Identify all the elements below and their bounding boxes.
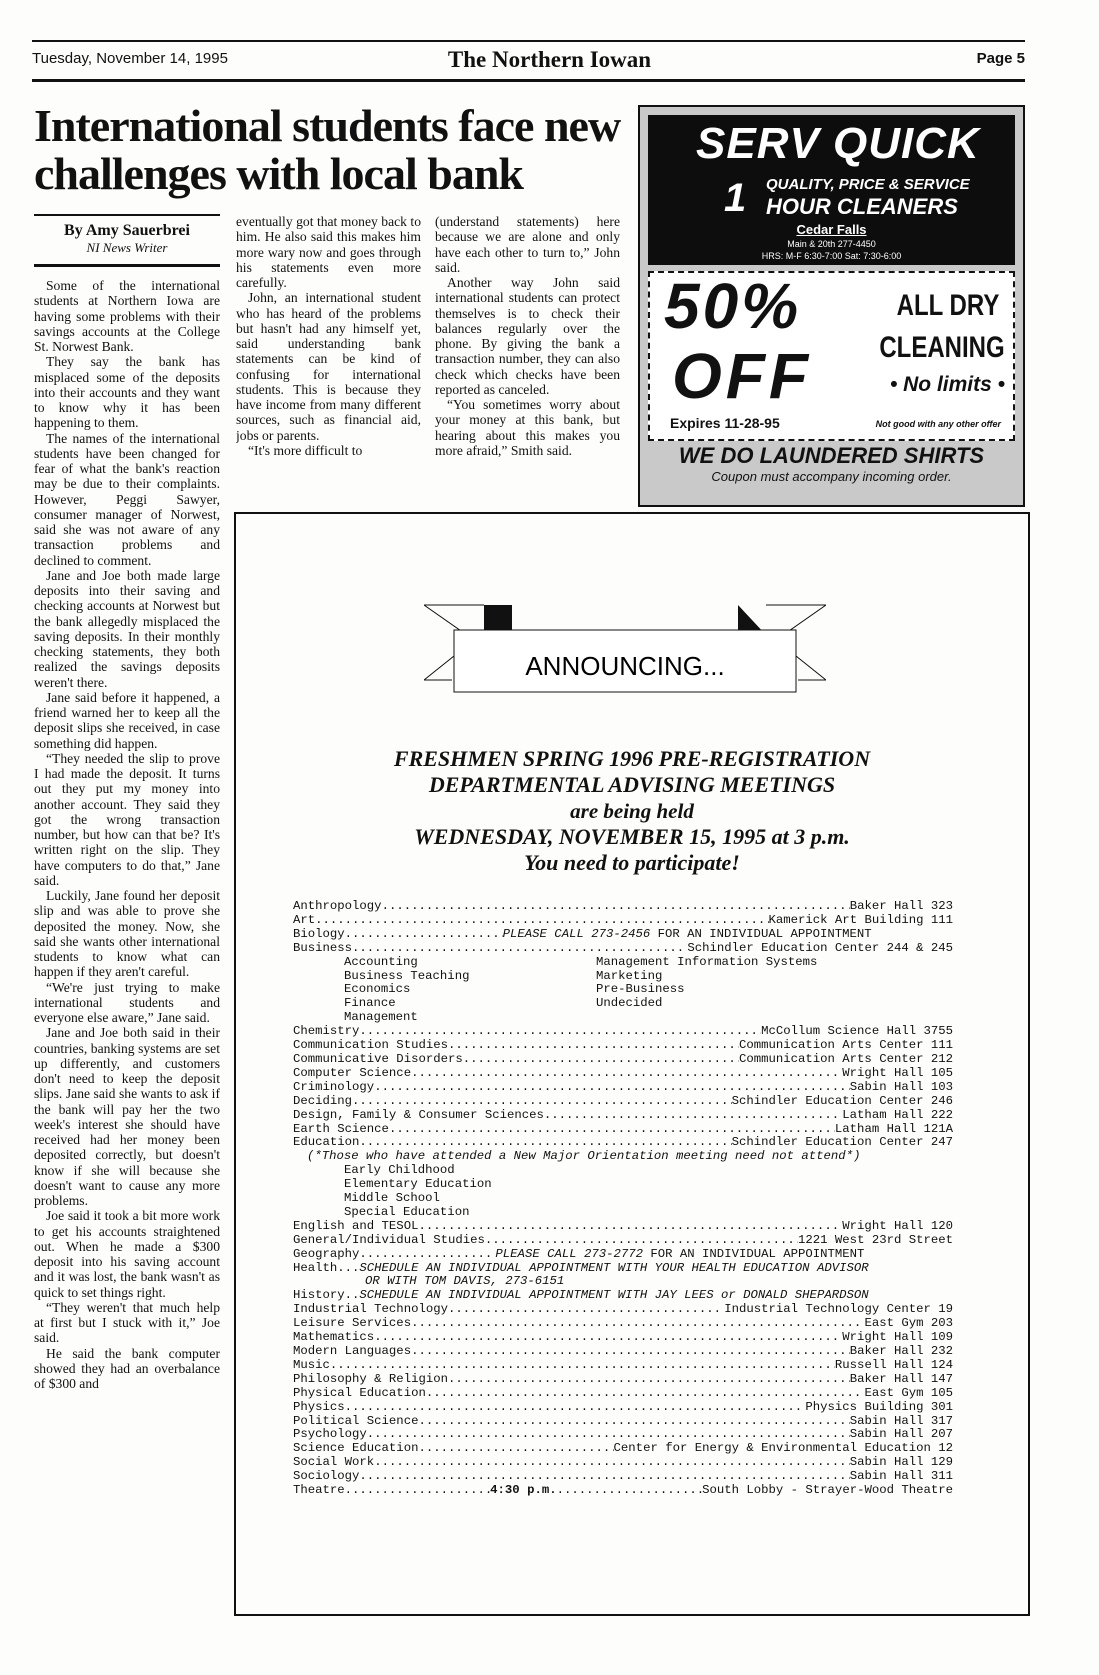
announcing-ribbon: [424, 600, 826, 716]
leader-dots: [389, 1123, 835, 1137]
department-name: Political Science: [293, 1413, 419, 1428]
meeting-location: East Gym 105: [864, 1385, 953, 1400]
paragraph: Jane said before it happened, a friend warned her to keep all the deposit slips she received, in case something did happen.: [34, 689, 220, 751]
ad-coupon-note: Coupon must accompany incoming order.: [711, 469, 952, 484]
meeting-location: Wright Hall 105: [842, 1065, 953, 1080]
department-row: [293, 914, 953, 928]
leader-dots: [345, 1401, 806, 1415]
department-row: [293, 942, 953, 956]
department-name: Chemistry: [293, 1024, 360, 1039]
department-row: [293, 1095, 953, 1109]
sub-program: Special Education: [344, 1204, 470, 1219]
meeting-location: East Gym 203: [864, 1316, 953, 1331]
meeting-location: Physics Building 301: [805, 1399, 953, 1414]
coupon-no-limits: • No limits •: [889, 373, 1005, 396]
department-row: [293, 1442, 953, 1456]
meeting-location: Baker Hall 232: [849, 1344, 953, 1358]
leader-dots: [418, 1442, 613, 1456]
department-name: Anthropology: [293, 899, 382, 913]
department-row: [293, 1373, 953, 1387]
department-row: [293, 1470, 953, 1484]
department-row: [293, 1053, 953, 1067]
issue-date: Tuesday, November 14, 1995: [32, 50, 228, 67]
leader-dots: [352, 1095, 732, 1109]
department-name: Deciding: [293, 1093, 353, 1108]
appointment-instruction: SCHEDULE AN INDIVIDUAL APPOINTMENT WITH JAY LEES or DONALD SHEPARDSON: [359, 1288, 869, 1303]
department-row: [293, 1067, 953, 1081]
heading-line: FRESHMEN SPRING 1996 PRE-REGISTRATION: [393, 746, 871, 771]
sub-program-row: [293, 970, 953, 984]
department-name: Communication Studies: [293, 1038, 448, 1053]
meeting-location: Wright Hall 120: [842, 1218, 953, 1233]
sub-program-row: [293, 983, 953, 997]
department-row: [293, 1136, 953, 1150]
coupon-cleaning: CLEANING: [879, 331, 1005, 364]
paragraph: “They weren't that much help at first but I stuck with it,” Joe said.: [34, 1299, 220, 1346]
department-name: Geography: [293, 1246, 360, 1261]
department-row: [293, 1039, 953, 1053]
sub-program: Undecided: [596, 996, 663, 1011]
sub-program: Economics: [344, 982, 411, 997]
department-name: Computer Science: [293, 1065, 412, 1080]
department-name: Earth Science: [293, 1121, 389, 1136]
author-name: By Amy Sauerbrei: [64, 222, 190, 239]
meeting-location: Wright Hall 109: [842, 1330, 953, 1345]
meeting-location: FOR AN INDIVIDUAL APPOINTMENT: [643, 1246, 865, 1261]
heading-line: WEDNESDAY, NOVEMBER 15, 1995 at 3 p.m.: [414, 824, 850, 849]
sub-program: Accounting: [344, 954, 418, 969]
department-list: [293, 900, 953, 1498]
meeting-location: FOR AN INDIVIDUAL APPOINTMENT: [650, 926, 872, 941]
department-row: [293, 1331, 953, 1345]
heading-line: are being held: [570, 799, 694, 823]
article-column-2: [236, 214, 421, 494]
department-name: Biology: [293, 926, 345, 941]
paragraph: The names of the international students have been changed for fear of what the bank's reaction may be due to their complaints. However, Peggi Sawyer, consumer manager of Norwest, said she was not aware of any transaction problems and declined to comment.: [34, 430, 220, 568]
leader-dots: [418, 1220, 842, 1234]
leader-dots: [345, 1484, 491, 1498]
meeting-location: Latham Hall 121A: [834, 1121, 953, 1136]
leader-dots: [411, 1345, 850, 1359]
department-row: [293, 1415, 953, 1429]
ad-hours: HRS: M-F 6:30-7:00 Sat: 7:30-6:00: [761, 251, 902, 261]
sub-program: Early Childhood: [344, 1163, 455, 1178]
byline: [34, 214, 220, 267]
coupon-all-dry: ALL DRY: [896, 289, 999, 322]
paragraph: Some of the international students at Northern Iowa are having some problems with their savings accounts at the College St. Norwest Bank.: [34, 278, 220, 354]
leader-dots: [315, 914, 768, 928]
sub-program-row: [293, 1192, 953, 1206]
header-rule: [32, 79, 1025, 82]
meeting-location: Russell Hall 124: [834, 1357, 953, 1372]
department-name: Communicative Disorders: [293, 1051, 463, 1066]
leader-dots: [382, 900, 850, 914]
meeting-location: Industrial Technology Center 19: [724, 1302, 953, 1317]
department-row: [293, 1317, 953, 1331]
call-instruction: PLEASE CALL 273-2772: [495, 1246, 644, 1261]
meeting-location: McCollum Science Hall 3755: [761, 1024, 953, 1039]
department-name: Music: [293, 1357, 330, 1372]
coupon: [648, 271, 1015, 441]
department-row: [293, 1303, 953, 1317]
meeting-location: Kamerick Art Building 111: [768, 912, 953, 927]
meeting-location: Sabin Hall 103: [849, 1079, 953, 1094]
banner-text: ANNOUNCING...: [525, 651, 725, 681]
department-row: [293, 1081, 953, 1095]
ad-type: HOUR CLEANERS: [766, 194, 958, 219]
newspaper-name: The Northern Iowan: [447, 47, 652, 72]
leader-dots: [359, 1248, 495, 1262]
meeting-location: Sabin Hall 311: [849, 1469, 953, 1484]
leader-dots: [426, 1387, 865, 1401]
leader-dots: [411, 1317, 864, 1331]
meeting-location: Schindler Education Center 244 & 245: [687, 940, 953, 955]
department-name: Industrial Technology: [293, 1302, 448, 1317]
coupon-expires: Expires 11-28-95: [670, 415, 780, 431]
leader-dots: [448, 1303, 724, 1317]
call-instruction: PLEASE CALL 273-2456: [502, 926, 651, 941]
department-name: Social Work: [293, 1455, 375, 1470]
leader-dots: [418, 1415, 849, 1429]
sub-program: Marketing: [596, 968, 663, 983]
leader-dots: [485, 1234, 798, 1248]
meeting-location: Schindler Education Center 246: [731, 1093, 953, 1108]
department-name: Design, Family & Consumer Sciences: [293, 1107, 544, 1122]
meeting-location: Communication Arts Center 212: [738, 1051, 953, 1066]
appointment-instruction: SCHEDULE AN INDIVIDUAL APPOINTMENT WITH YOUR HEALTH EDUCATION ADVISOR: [359, 1260, 869, 1275]
ad-address: Main & 20th 277-4450: [787, 239, 876, 249]
department-name: Modern Languages: [293, 1344, 412, 1358]
article-column-1: [34, 278, 220, 1618]
meeting-location: South Lobby - Strayer-Wood Theatre: [702, 1483, 954, 1498]
meeting-location: Sabin Hall 129: [849, 1455, 953, 1470]
department-row: [293, 1428, 953, 1442]
meeting-location: Center for Energy & Environmental Education 12: [613, 1441, 953, 1456]
department-row: [293, 1387, 953, 1401]
department-row: [293, 1289, 953, 1303]
sub-program-row: [293, 956, 953, 970]
leader-dots: [345, 928, 503, 942]
sub-program: Business Teaching: [344, 968, 470, 983]
paragraph: “They needed the slip to prove I had made the deposit. It turns out they put my money into another account. They said they got the wrong transaction number, but how can that be? It's written right on the slip. They have computers to do that,” Jane said.: [34, 750, 220, 888]
paragraph: Luckily, Jane found her deposit slip and was able to prove she deposited the money. Now, she said she wants other international students to know what can happen if they aren't careful.: [34, 888, 220, 980]
leader-dots: [330, 1359, 835, 1373]
department-row: [293, 1025, 953, 1039]
ad-city: Cedar Falls: [796, 222, 867, 237]
serv-quick-ad: [638, 105, 1025, 507]
department-row: [293, 1262, 953, 1276]
department-name: Science Education: [293, 1441, 419, 1456]
sub-program-row: [293, 1178, 953, 1192]
heading-line: DEPARTMENTAL ADVISING MEETINGS: [428, 772, 836, 797]
author-role: NI News Writer: [34, 240, 220, 267]
department-name: Sociology: [293, 1469, 360, 1484]
meeting-location: Sabin Hall 317: [849, 1413, 953, 1428]
page-number: Page 5: [976, 50, 1025, 67]
department-name: English and TESOL: [293, 1218, 419, 1233]
sub-program: Finance: [344, 996, 396, 1011]
coupon-off: OFF: [672, 340, 812, 412]
department-name: Philosophy & Religion: [293, 1371, 448, 1386]
department-row: [293, 1220, 953, 1234]
department-row: [293, 1401, 953, 1415]
department-name: General/Individual Studies: [293, 1232, 485, 1247]
leader-dots: [367, 1428, 850, 1442]
paragraph: “It's more difficult to: [248, 442, 363, 458]
header-rule: [32, 40, 1025, 42]
leader-dots: [463, 1053, 739, 1067]
paragraph: Joe said it took a bit more work to get his accounts straightened out. When he made a $300 deposit into his saving account and it was lost, the bank wasn't as quick to set things right.: [34, 1208, 220, 1300]
meeting-location: Baker Hall 147: [849, 1371, 953, 1386]
department-row: [293, 1345, 953, 1359]
department-row: [293, 1234, 953, 1248]
leader-dots: [359, 1470, 849, 1484]
department-name: Physics: [293, 1399, 345, 1414]
department-row: [293, 1109, 953, 1123]
heading-line: You need to participate!: [524, 850, 740, 875]
department-row: [293, 1123, 953, 1137]
department-name: Psychology: [293, 1427, 367, 1442]
leader-dots: [359, 1136, 731, 1150]
paragraph: “We're just trying to make international students and everyone else aware,” Jane said.: [34, 979, 220, 1025]
sub-program-row: [293, 1206, 953, 1220]
paragraph: They say the bank has misplaced some of the deposits into their accounts and they want to know why it has been happening to them.: [34, 354, 220, 431]
department-name: Mathematics: [293, 1330, 375, 1345]
department-name: Art: [293, 912, 316, 927]
ad-brand: SERV QUICK: [696, 119, 980, 168]
paragraph: (understand statements) here because we are alone and only have each other to turn to,” John said.: [435, 214, 620, 275]
paragraph: “You sometimes worry about your money at this bank, but hearing about this makes you more afraid,” Smith said.: [435, 397, 620, 458]
paragraph: eventually got that money back to him. He also said this makes him more wary now and goes through his statements even more carefully.: [236, 214, 421, 290]
department-row: [293, 928, 953, 942]
department-name: History..: [293, 1288, 360, 1303]
leader-dots: [359, 1025, 761, 1039]
department-name: Criminology: [293, 1079, 375, 1094]
leader-dots: [374, 1456, 850, 1470]
department-row: [293, 1484, 953, 1498]
sub-program: Elementary Education: [344, 1177, 492, 1192]
sub-program-row: [293, 1164, 953, 1178]
sub-program: Management: [344, 1010, 418, 1025]
meeting-location: Schindler Education Center 247: [731, 1135, 953, 1150]
sub-program-row: [293, 1011, 953, 1025]
department-name: Education: [293, 1135, 360, 1150]
leader-dots: [352, 942, 687, 956]
leader-dots: [374, 1081, 850, 1095]
sub-program: Management Information Systems: [596, 954, 818, 969]
department-name: Leisure Services: [293, 1316, 412, 1331]
meeting-location: Communication Arts Center 111: [738, 1038, 953, 1053]
leader-dots: [374, 1331, 842, 1345]
paragraph: John, an international student who has heard of the problems but hasn't had any himself yet, said understanding bank statements can be kind of confusing for international students. This is because they have income from many different sources, such as financial aid, jobs or parents.: [236, 290, 421, 443]
department-name: Theatre: [293, 1483, 345, 1498]
paragraph: He said the bank computer showed they had an overbalance of $300 and: [34, 1345, 220, 1391]
leader-dots: [557, 1484, 703, 1498]
paragraph: Jane and Joe both said in their countries, banking systems are set up differently, and customers don't need to keep the deposit slips. Jane said she wants to ask if the bank will pay her the two week's interest she should have received had her money been deposited correctly, but doesn't know if she will because she doesn't want to cause any more problems.: [34, 1025, 220, 1208]
ad-shirts: WE DO LAUNDERED SHIRTS: [678, 443, 985, 468]
sub-program-row: [293, 997, 953, 1011]
announcement-heading: [234, 746, 1030, 876]
department-name: Physical Education: [293, 1385, 426, 1400]
article-headline: International students face new challenges with local bank: [34, 100, 621, 199]
department-row: [293, 1359, 953, 1373]
coupon-restriction: Not good with any other offer: [875, 419, 1001, 429]
article-column-3: [435, 214, 620, 494]
department-row: [293, 1248, 953, 1262]
department-name: Health...: [293, 1260, 360, 1275]
paragraph: Jane and Joe both made large deposits into their saving and checking accounts at Norwest but the bank allegedly misplaced the saving deposits. In their monthly checking statements, they both realized the savings deposits weren't there.: [34, 567, 220, 690]
meeting-location: Latham Hall 222: [842, 1107, 953, 1122]
leader-dots: [544, 1109, 842, 1123]
meeting-location: Sabin Hall 207: [849, 1427, 953, 1442]
education-note: (*Those who have attended a New Major Orientation meeting need not attend*): [307, 1149, 861, 1164]
ad-tagline: QUALITY, PRICE & SERVICE: [766, 176, 970, 193]
department-row: [293, 1456, 953, 1470]
department-row: [293, 900, 953, 914]
paragraph: Another way John said international students can protect themselves is to check their balances regularly over the phone. By giving the bank a transaction number, they can also check which checks have been reported as canceled.: [435, 275, 620, 397]
sub-program: Pre-Business: [596, 982, 685, 997]
leader-dots: [411, 1067, 842, 1081]
meeting-location: 1221 West 23rd Street: [798, 1232, 953, 1247]
meeting-time: 4:30 p.m.: [490, 1483, 557, 1498]
department-name: Business: [293, 940, 353, 955]
ad-one: 1: [724, 176, 747, 220]
sub-program: Middle School: [344, 1191, 440, 1206]
leader-dots: [448, 1373, 850, 1387]
instruction-continued: OR WITH TOM DAVIS, 273-6151: [365, 1274, 565, 1289]
ad-banner: [648, 115, 1015, 265]
leader-dots: [448, 1039, 739, 1053]
coupon-percent: 50%: [664, 270, 802, 342]
meeting-location: Baker Hall 323: [849, 899, 953, 913]
